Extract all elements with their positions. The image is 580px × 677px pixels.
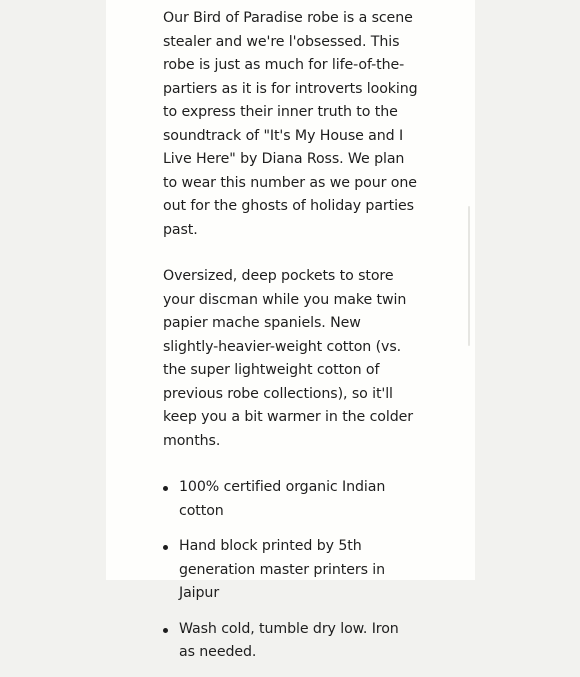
description-paragraph-2: Oversized, deep pockets to store your discman while you make twin papier mache spaniels. New slightly-heavier-weight cotton (vs. the super lightweight cotton of previous robe collections), so it'll keep you a bit warmer in the colder months. — [163, 268, 413, 449]
bullet-icon — [163, 486, 168, 491]
feature-list — [163, 476, 418, 665]
list-item — [163, 476, 418, 523]
list-item-text: 100% certified organic Indian cotton — [179, 479, 386, 519]
list-item-text: Wash cold, tumble dry low. Iron as needed. — [179, 620, 399, 660]
scrollbar[interactable] — [468, 206, 470, 346]
description-content — [163, 7, 418, 677]
list-item-text: Hand block printed by 5th generation master printers in Jaipur — [179, 538, 386, 601]
bullet-icon — [163, 628, 168, 633]
description-paragraph-1: Our Bird of Paradise robe is a scene stealer and we're l'obsessed. This robe is just as much for life-of-the-partiers as it is for introverts looking to express their inner truth to the soundtrack of "It's My House and I Live Here" by Diana Ross. We plan to wear this number as we pour one out for the ghosts of holiday parties past. — [163, 10, 418, 238]
product-description-panel — [106, 0, 475, 660]
bullet-icon — [163, 545, 168, 550]
list-item — [163, 535, 418, 606]
list-item — [163, 618, 418, 665]
